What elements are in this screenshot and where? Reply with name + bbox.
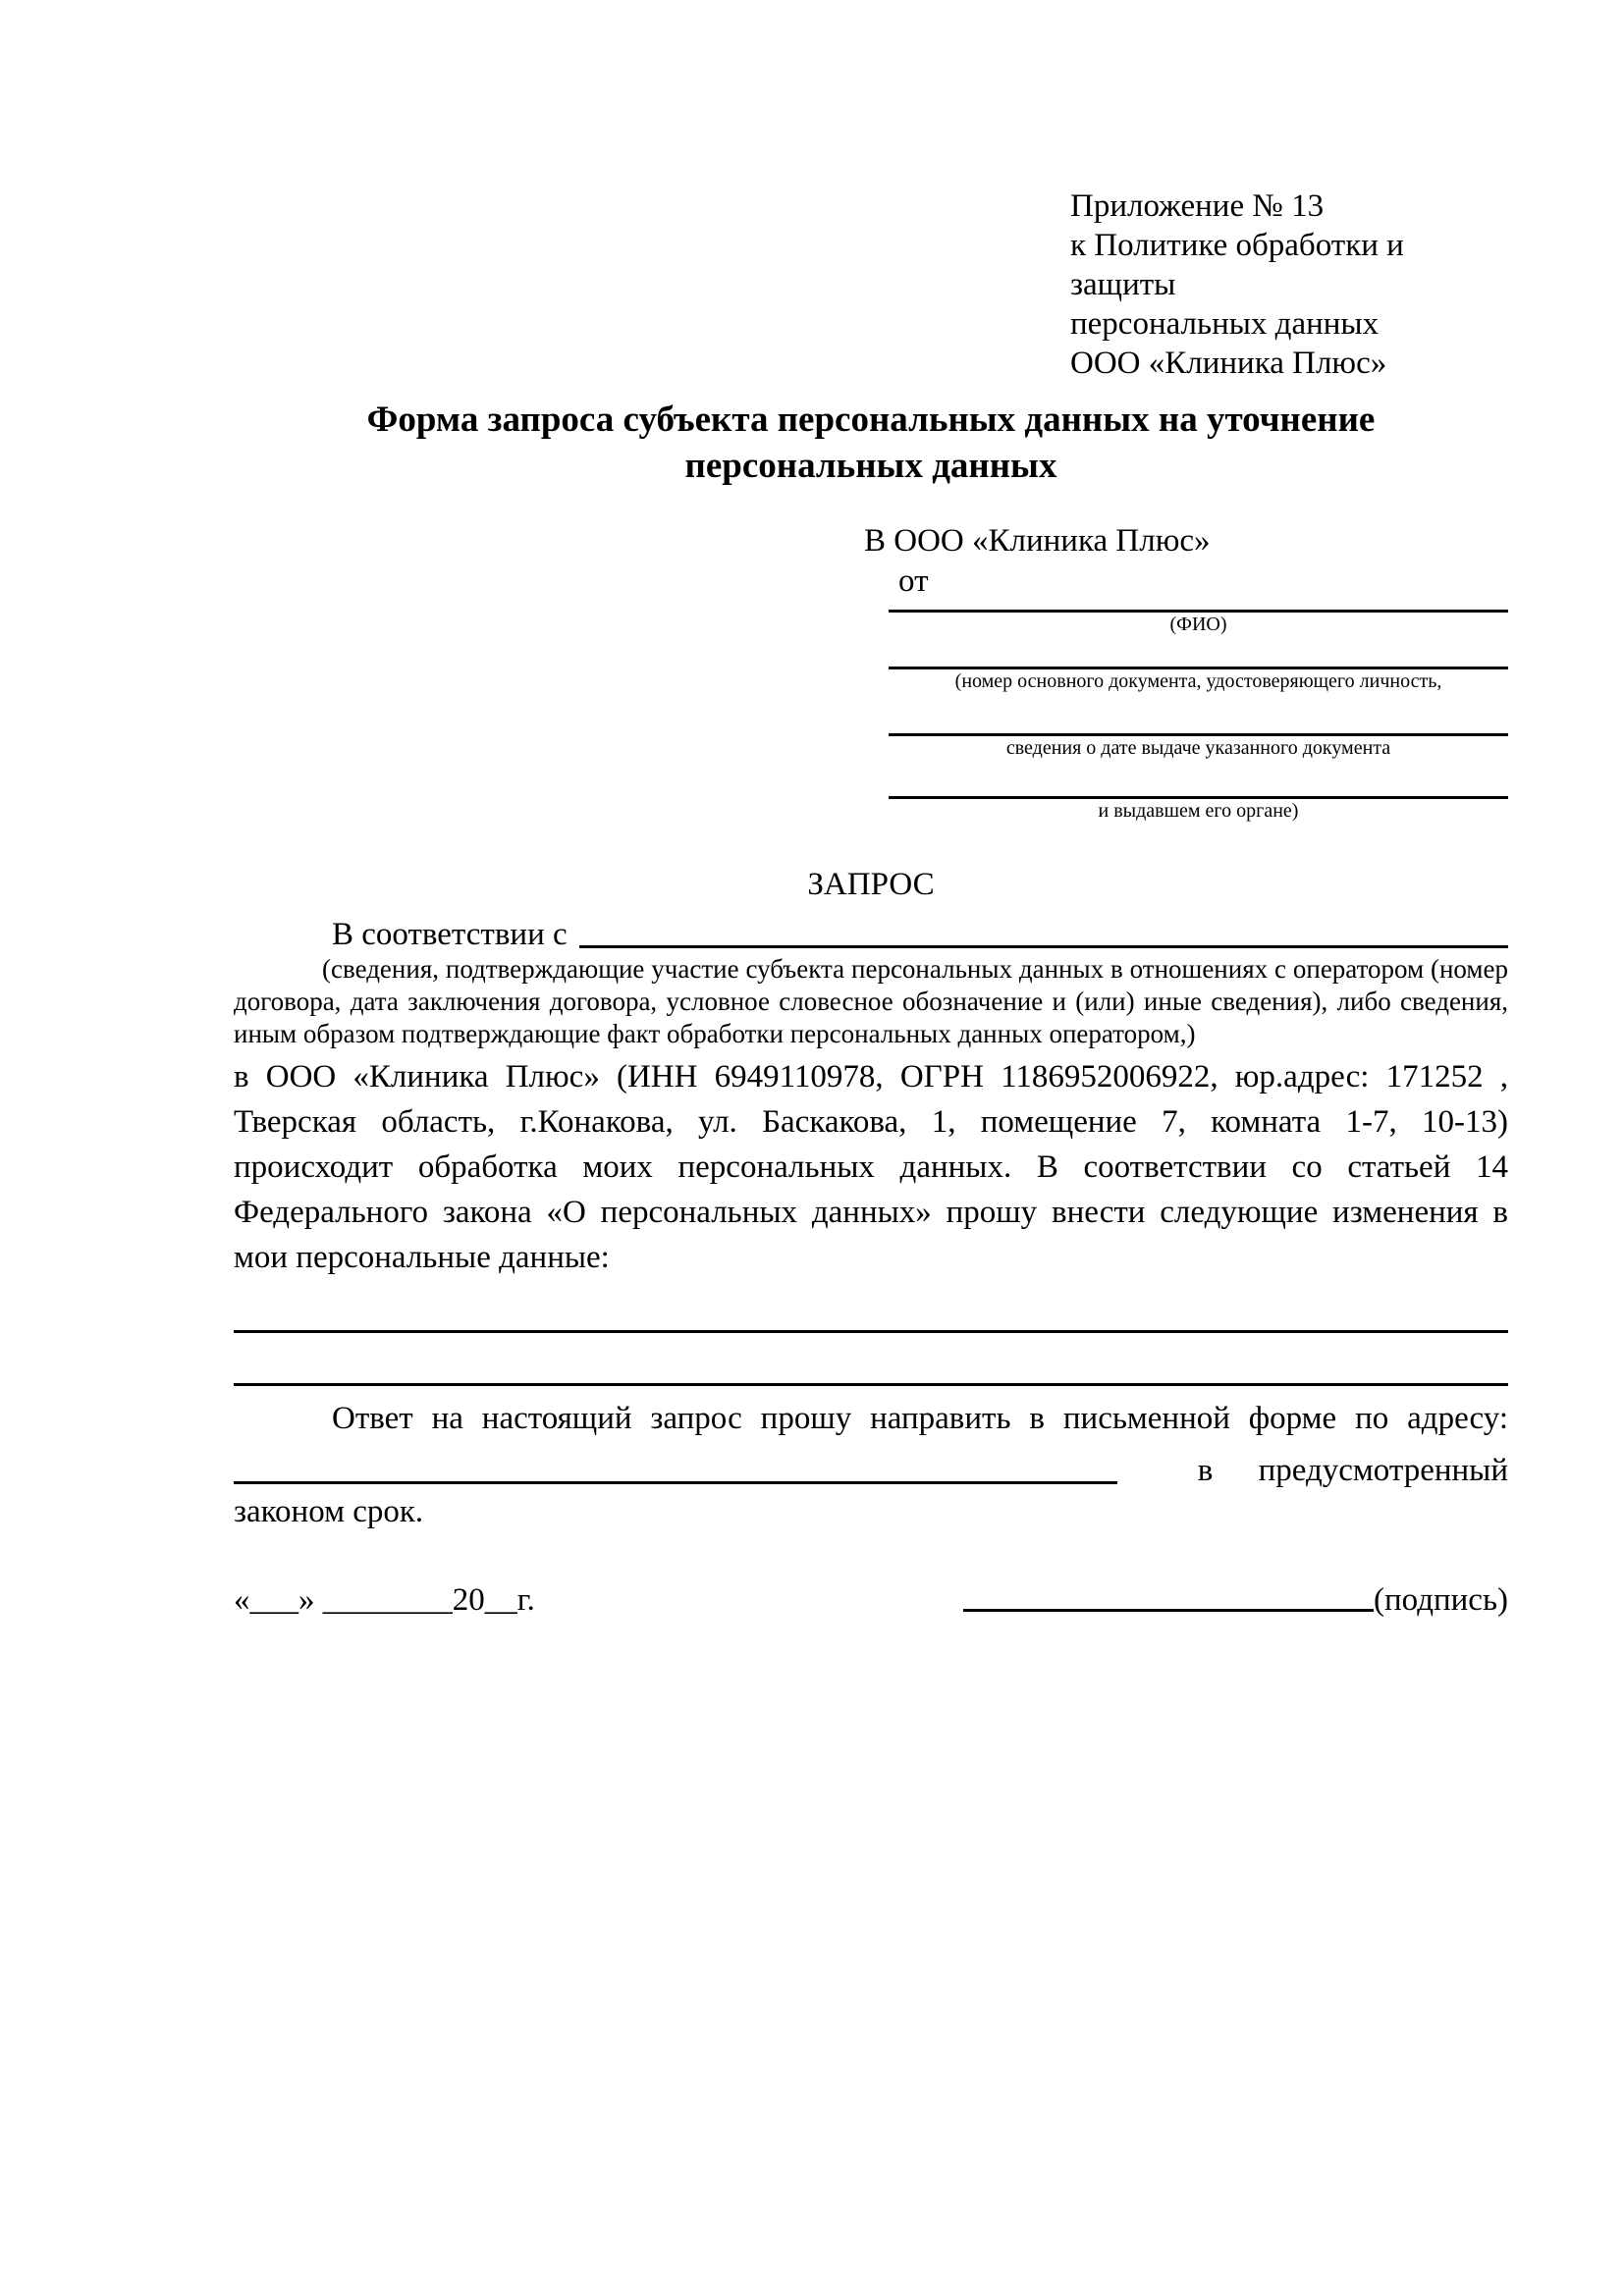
signature-caption: (подпись)	[1374, 1582, 1508, 1618]
issuing-authority-caption: и выдавшем его органе)	[1098, 800, 1299, 822]
annex-line: Приложение № 13	[1070, 188, 1325, 224]
intro-row	[234, 910, 1508, 953]
signature-row	[234, 1582, 1508, 1619]
request-body: в ООО «Клиника Плюс» (ИНН 6949110978, ОГРН 1186952006922, юр.адрес: 171252 , Тверская область, г.Конакова, ул. Баскакова, 1, помещение 7, комната 1-7, 10-13) происходит обработка моих персональных данных. В соответствии со статьей 14 Федерального закона «О персональных данных» прошу внести следующие изменения в мои персональные данные:	[234, 1059, 1508, 1275]
intro-note: (сведения, подтверждающие участие субъекта персональных данных в отношениях с оператором (номер договора, дата заключения договора, условное словесное обозначение и (или) иные сведения), либо сведения, иным образом подтверждающие факт обработки персональных данных оператором,)	[234, 954, 1508, 1048]
signature-area	[963, 1582, 1508, 1619]
annex-line: к Политике обработки и защиты	[1070, 228, 1404, 302]
request-heading: ЗАПРОС	[807, 867, 935, 902]
issue-date-caption: сведения о дате выдаче указанного документа	[1005, 737, 1391, 759]
fio-fill-line	[889, 598, 1508, 613]
issuing-authority-fill-line	[889, 761, 1508, 799]
intro-label: В соответствии с	[332, 917, 568, 952]
annex-line: персональных данных	[1070, 306, 1380, 342]
document-number-fill-line	[889, 637, 1508, 669]
answer-instruction: Ответ на настоящий запрос прошу направить в письменной форме по адресу:	[332, 1401, 1508, 1436]
addressee-block	[864, 518, 1508, 824]
answer-address-row	[234, 1442, 1508, 1489]
changes-fill-line	[234, 1280, 1508, 1333]
document-number-caption: (номер основного документа, удостоверяющего личность,	[954, 670, 1442, 692]
answer-tail: законом срок.	[234, 1494, 424, 1529]
basis-fill-line	[579, 945, 1508, 948]
page-title: Форма запроса субъекта персональных данных на уточнение персональных данных	[366, 400, 1376, 486]
changes-fill-line	[234, 1333, 1508, 1386]
annex-line: ООО «Клиника Плюс»	[1070, 346, 1387, 381]
fio-caption: (ФИО)	[1169, 614, 1227, 635]
address-fill-line	[234, 1481, 1117, 1484]
issue-date-fill-line	[889, 694, 1508, 736]
addressee-from-label: от	[898, 563, 929, 599]
answer-suffix: в предусмотренный	[1197, 1453, 1508, 1488]
annex-block	[1070, 187, 1508, 383]
addressee-to: В ООО «Клиника Плюс»	[864, 523, 1211, 559]
signature-fill-line	[963, 1609, 1374, 1612]
date-fill-pattern: «___» ________20__г.	[234, 1582, 535, 1618]
